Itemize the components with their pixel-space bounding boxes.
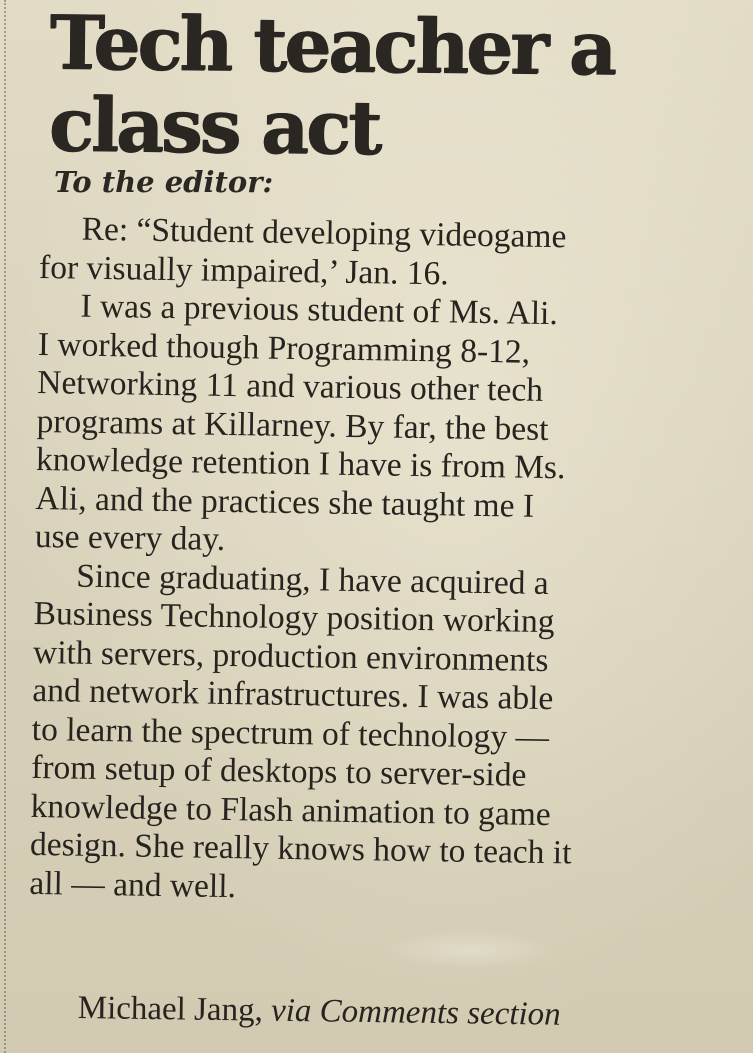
body-line: for visually impaired,’ Jan. 16. [38,248,450,292]
headline-line-2: class act [48,81,380,172]
letter-body [29,210,745,914]
body-line: knowledge to Flash animation to game [30,787,551,833]
body-line: programs at Killarney. By far, the best [36,402,549,448]
body-line: I was a previous student of Ms. Ali. [80,287,559,333]
body-line: Networking 11 and various other tech [36,363,544,409]
body-line: Since graduating, I have acquired a [75,557,550,602]
body-line: with servers, production environments [32,633,549,679]
signature [77,990,560,1034]
body-line: Ali, and the practices she taught me I [35,479,535,525]
body-line: Business Technology position working [33,594,555,641]
body-line: design. She really knows how to teach it [29,825,572,872]
body-line: all — and well. [29,864,237,905]
body-line: and network infrastructures. I was able [32,671,554,718]
body-line: Re: “Student developing videogame [81,210,567,256]
body-line: I worked though Programming 8-12, [37,325,531,371]
headline-line-1: Tech teacher a [49,0,615,92]
signature-name: Michael Jang, [77,990,264,1029]
body-line: knowledge retention I have is from Ms. [35,440,566,487]
paper-smudge [380,930,560,970]
salutation: To the editor: [54,165,274,199]
body-line: from setup of desktops to server-side [30,748,527,794]
body-line: use every day. [34,517,226,558]
headline [48,2,740,173]
signature-source: via Comments section [270,992,561,1033]
body-line: to learn the spectrum of technology — [31,710,550,756]
